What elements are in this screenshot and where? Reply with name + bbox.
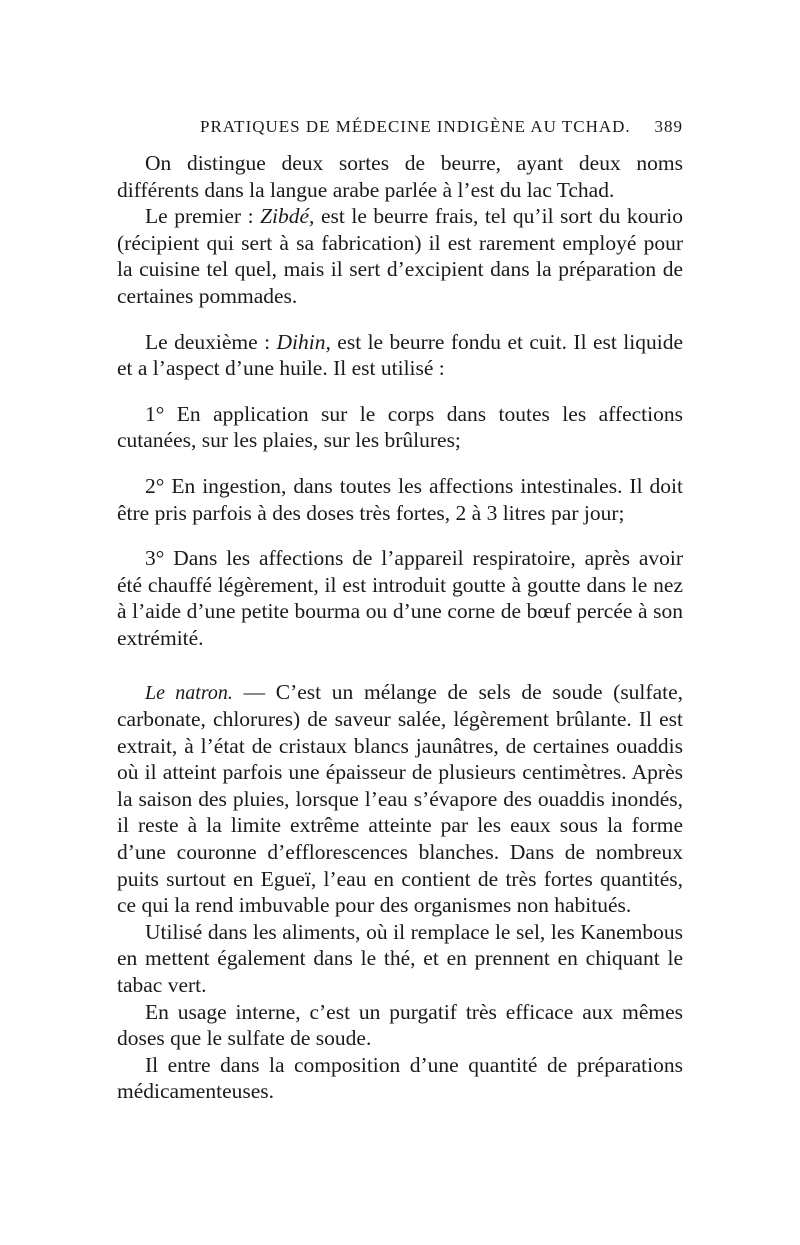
list-item-ingestion: 2° En ingestion, dans toutes les affections intestinales. Il doit être pris parfois à des doses très fortes, 2 à 3 litres par jour; [117, 473, 683, 525]
paragraph-dihin [117, 329, 683, 382]
paragraph-usage-interne: En usage interne, c’est un purgatif très efficace aux mêmes doses que le sulfate de soude. [117, 999, 683, 1051]
running-title: PRATIQUES DE MÉDECINE INDIGÈNE AU TCHAD. [200, 117, 631, 136]
term-zibde: Zibdé, [260, 204, 315, 229]
paragraph-zibde [117, 203, 683, 309]
paragraph-preparations: Il entre dans la composition d’une quantité de préparations médicamenteuses. [117, 1052, 683, 1104]
dihin-lead: Le deuxième : [145, 329, 277, 354]
paragraph-natron [117, 679, 683, 919]
zibde-lead: Le premier : [145, 204, 261, 229]
zibde-text: est le beurre frais, tel qu’il sort du kourio (récipient qui sert à sa fabrication) il est rarement employé pour la cuisine tel quel, mais il sert d’excipient dans la préparation de certaines pommades. [117, 204, 683, 308]
page-number: 389 [654, 117, 683, 136]
page-body [117, 150, 683, 1105]
term-natron: Le natron. [145, 681, 233, 704]
paragraph-beurre-intro: On distingue deux sortes de beurre, ayant deux noms différents dans la langue arabe parlée à l’est du lac Tchad. [117, 151, 683, 202]
natron-text: — C’est un mélange de sels de soude (sulfate, carbonate, chlorures) de saveur salée, légèrement brûlante. Il est extrait, à l’état de cristaux blancs jaunâtres, de certaines ouaddis où il atteint parfois une épaisseur de plusieurs centimètres. Après la saison des pluies, lorsque l’eau s’évapore des ouaddis inondés, il reste à la limite extrême atteinte par les eaux sous la forme d’une couronne d’efflorescences blanches. Dans de nombreux puits surtout en Egueï, l’eau en contient de très fortes quantités, ce qui la rend imbuvable pour des organismes non habitués. [117, 679, 683, 918]
list-item-application: 1° En application sur le corps dans toutes les affections cutanées, sur les plaies, sur les brûlures; [117, 401, 683, 453]
dihin-text: est le beurre fondu et cuit. Il est liquide et a l’aspect d’une huile. Il est utilisé : [117, 329, 683, 381]
paragraph-aliments: Utilisé dans les aliments, où il remplace le sel, les Kanembous en mettent également dans le thé, et en prennent en chiquant le tabac vert. [117, 919, 683, 998]
list-item-respiratoire: 3° Dans les affections de l’appareil respiratoire, après avoir été chauffé légèrement, il est introduit goutte à goutte dans le nez à l’aide d’une petite bourma ou d’une corne de bœuf percée à son extrémité. [117, 546, 683, 650]
term-dihin: Dihin, [276, 329, 331, 354]
